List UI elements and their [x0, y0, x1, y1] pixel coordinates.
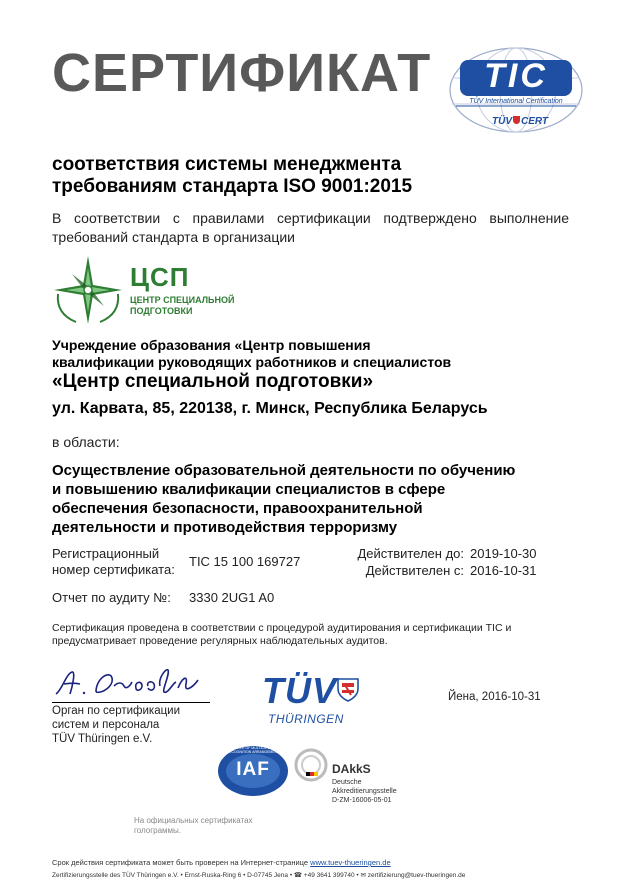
footer-address: Zertifizierungsstelle des TÜV Thüringen e.V. • Ernst-Ruska-Ring 6 • D-07745 Jena • ☎ +49 3641 399740 • ✉ zertifizierung@tuev-thueringen.de: [52, 872, 466, 879]
intro-text: В соответствии с правилами сертификации подтверждено выполнение требований стандарта в организации: [52, 210, 569, 245]
signatory-block: [52, 704, 180, 746]
dakks-mark: DAkkS: [332, 762, 371, 776]
csp-name-line: ПОДГОТОВКИ: [130, 306, 193, 316]
signatory-line: Орган по сертификации: [52, 705, 181, 717]
valid-from-label: Действителен с:: [365, 563, 464, 578]
iaf-mark: IAF: [236, 759, 270, 780]
tuev-name: THÜRINGEN: [268, 712, 344, 726]
registration-label-line: номер сертификата:: [52, 562, 175, 577]
certification-scope: [52, 461, 515, 537]
valid-until-label: Действителен до:: [357, 546, 464, 561]
footer-check: [52, 858, 391, 867]
dakks-logo: [294, 744, 434, 808]
dakks-number: D-ZM-16006-05-01: [332, 797, 392, 804]
organization-line: Учреждение образования «Центр повышения: [52, 337, 371, 353]
subtitle-line: соответствия системы менеджмента: [52, 154, 402, 175]
tic-logo: [446, 44, 586, 136]
certificate-title: СЕРТИФИКАТ: [52, 43, 432, 103]
signature: [52, 664, 212, 704]
signature-line: [52, 702, 210, 703]
registration-label: [52, 546, 175, 578]
registration-number: TIC 15 100 169727: [189, 554, 301, 569]
tic-caption: TÜV International Certification: [469, 98, 563, 105]
csp-name-line: ЦЕНТР СПЕЦИАЛЬНОЙ: [130, 295, 235, 305]
tuev-cert-mark: TÜV CERT: [492, 116, 549, 127]
cert-label: CERT: [521, 116, 549, 127]
organization-block: [52, 337, 451, 371]
coat-of-arms-icon: [336, 677, 360, 703]
valid-from-date: 2016-10-31: [470, 563, 537, 578]
certification-note: [52, 622, 511, 648]
dakks-line: Deutsche: [332, 779, 362, 786]
note-line: предусматривает проведение регулярных наблюдательных аудитов.: [52, 635, 388, 647]
organization-address: ул. Карвата, 85, 220138, г. Минск, Республика Беларусь: [52, 400, 488, 417]
audit-number: 3330 2UG1 A0: [189, 590, 275, 605]
csp-abbr: ЦСП: [130, 262, 190, 292]
valid-until-date: 2019-10-30: [470, 546, 537, 561]
tuev-thueringen-logo: [262, 670, 362, 730]
certificate-subtitle: [52, 154, 412, 198]
place-date: Йена, 2016-10-31: [448, 691, 541, 703]
iaf-ring-text: MEMBER OF MULTILATERAL RECOGNITION ARRANGEMENT: [226, 746, 280, 754]
scope-line: и повышению квалификации специалистов в сфере: [52, 481, 446, 498]
registration-label-line: Регистрационный: [52, 546, 160, 561]
signatory-line: систем и персонала: [52, 719, 160, 731]
compass-star-icon: [52, 254, 124, 326]
dakks-emblem-icon: [294, 748, 328, 782]
iaf-logo: [216, 744, 290, 798]
tuev-mark: TÜV: [262, 670, 337, 711]
signatory-line: TÜV Thüringen e.V.: [52, 733, 153, 745]
note-line: Сертификация проведена в соответствии с процедурой аудитирования и сертификации TIC и: [52, 622, 512, 634]
hologram-note-line: На официальных сертификатах: [134, 816, 253, 825]
footer-check-text: Срок действия сертификата может быть проверен на Интернет-странице: [52, 858, 309, 867]
organization-line: квалификации руководящих работников и специалистов: [52, 354, 452, 370]
scope-line: Осуществление образовательной деятельности по обучению: [52, 462, 516, 479]
subtitle-line: требованиям стандарта ISO 9001:2015: [52, 176, 413, 197]
handwritten-signature: [52, 664, 202, 702]
dakks-line: Akkreditierungsstelle: [332, 788, 397, 795]
hologram-note-line: голограммы.: [134, 826, 182, 835]
scope-line: деятельности и противодействия терроризму: [52, 519, 398, 536]
csp-logo: [52, 252, 242, 328]
area-label: в области:: [52, 434, 120, 450]
shield-icon: [513, 116, 520, 124]
tic-mark: TIC: [484, 57, 548, 95]
hologram-note: [134, 816, 253, 836]
scope-line: обеспечения безопасности, правоохранительной: [52, 500, 423, 517]
organization-name: «Центр специальной подготовки»: [52, 371, 374, 392]
footer-website-link[interactable]: www.tuev-thueringen.de: [310, 858, 391, 867]
audit-label: Отчет по аудиту №:: [52, 590, 171, 605]
